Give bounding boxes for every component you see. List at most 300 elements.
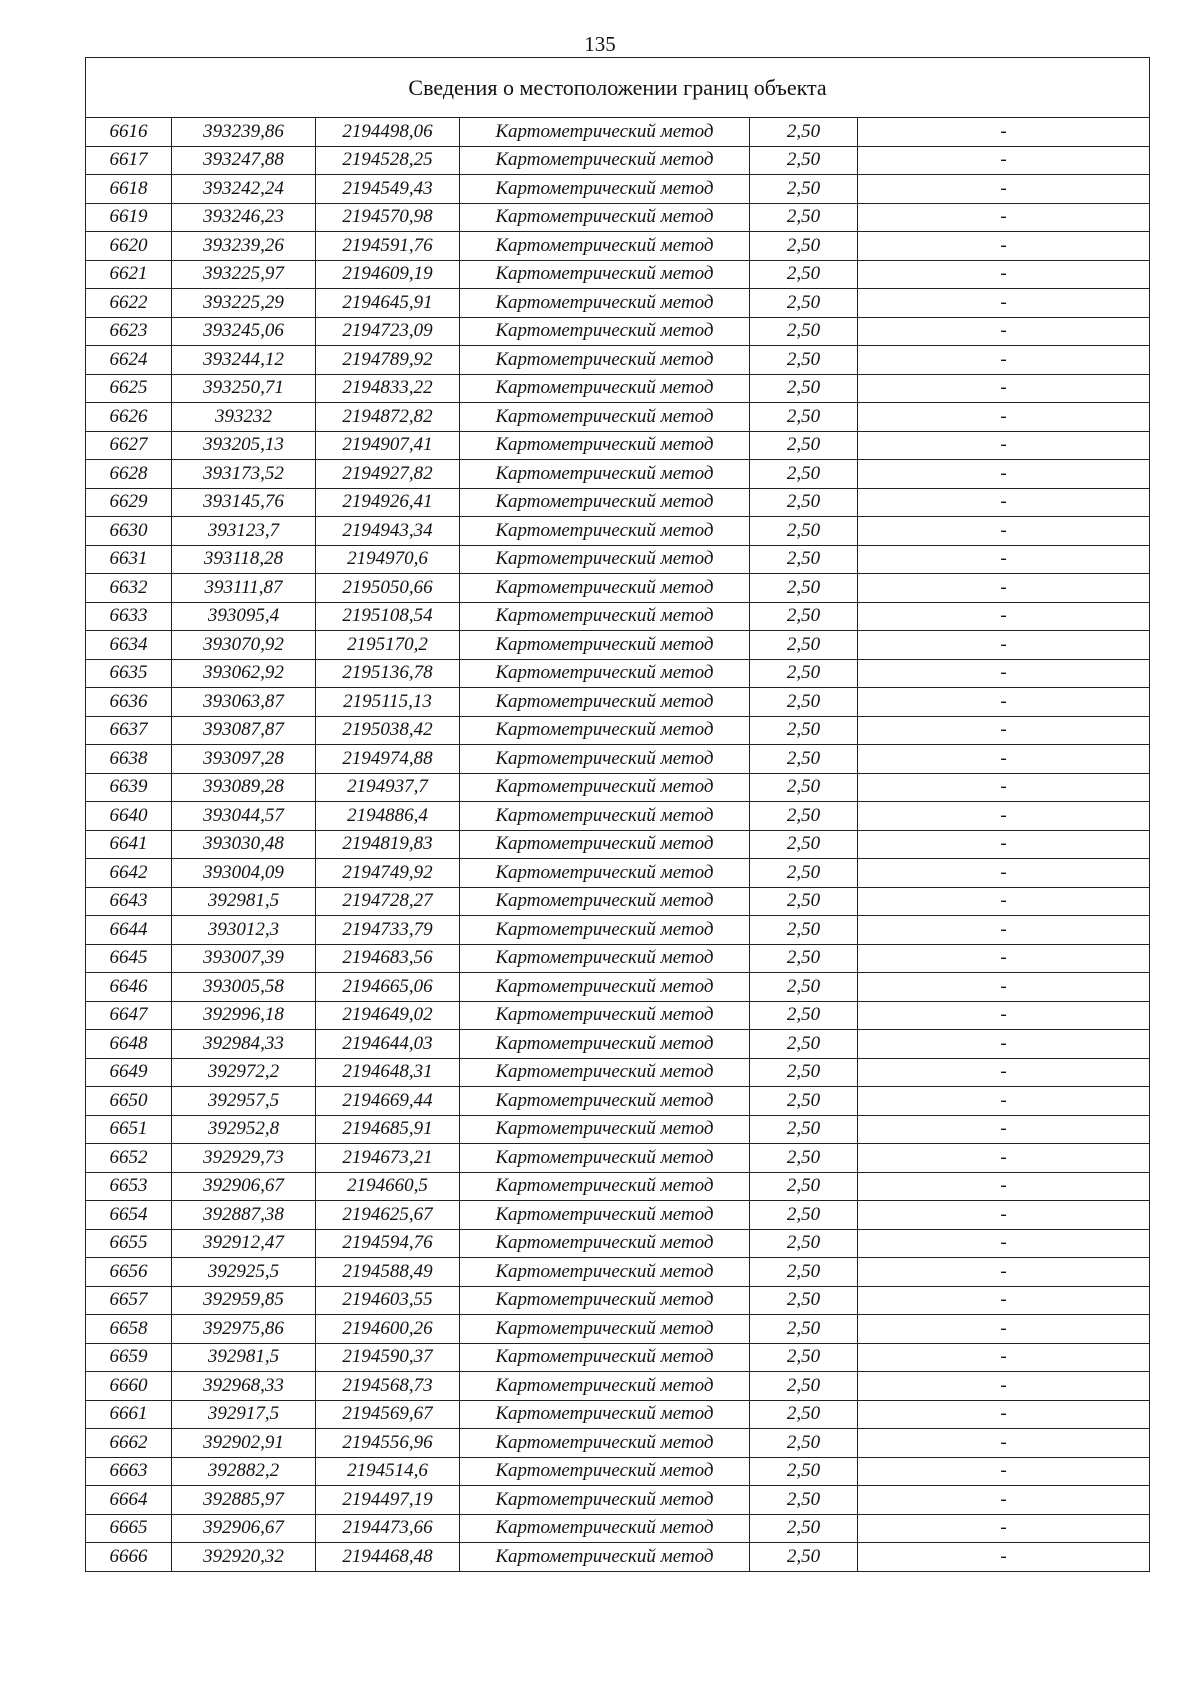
x-coordinate-cell: 393245,06	[172, 317, 316, 346]
page-number: 135	[584, 32, 616, 56]
method-cell: Картометрический метод	[460, 488, 750, 517]
accuracy-cell: 2,50	[750, 460, 858, 489]
x-coordinate-cell: 392885,97	[172, 1486, 316, 1515]
method-cell: Картометрический метод	[460, 944, 750, 973]
description-cell: -	[858, 830, 1150, 859]
accuracy-cell: 2,50	[750, 488, 858, 517]
method-cell: Картометрический метод	[460, 289, 750, 318]
point-number-cell: 6659	[86, 1343, 172, 1372]
x-coordinate-cell: 393242,24	[172, 175, 316, 204]
accuracy-cell: 2,50	[750, 1400, 858, 1429]
y-coordinate-cell: 2194660,5	[316, 1172, 460, 1201]
x-coordinate-cell: 393111,87	[172, 574, 316, 603]
method-cell: Картометрический метод	[460, 631, 750, 660]
method-cell: Картометрический метод	[460, 1315, 750, 1344]
y-coordinate-cell: 2194625,67	[316, 1201, 460, 1230]
x-coordinate-cell: 393232	[172, 403, 316, 432]
table-row	[86, 916, 1150, 945]
method-cell: Картометрический метод	[460, 175, 750, 204]
point-number-cell: 6655	[86, 1229, 172, 1258]
y-coordinate-cell: 2195115,13	[316, 688, 460, 717]
table-row	[86, 1486, 1150, 1515]
accuracy-cell: 2,50	[750, 1343, 858, 1372]
method-cell: Картометрический метод	[460, 1144, 750, 1173]
description-cell: -	[858, 1315, 1150, 1344]
y-coordinate-cell: 2194749,92	[316, 859, 460, 888]
accuracy-cell: 2,50	[750, 374, 858, 403]
accuracy-cell: 2,50	[750, 1087, 858, 1116]
method-cell: Картометрический метод	[460, 802, 750, 831]
point-number-cell: 6632	[86, 574, 172, 603]
x-coordinate-cell: 393244,12	[172, 346, 316, 375]
point-number-cell: 6640	[86, 802, 172, 831]
x-coordinate-cell: 392929,73	[172, 1144, 316, 1173]
description-cell: -	[858, 146, 1150, 175]
method-cell: Картометрический метод	[460, 1258, 750, 1287]
y-coordinate-cell: 2194514,6	[316, 1457, 460, 1486]
method-cell: Картометрический метод	[460, 346, 750, 375]
description-cell: -	[858, 1001, 1150, 1030]
y-coordinate-cell: 2194886,4	[316, 802, 460, 831]
table-row	[86, 944, 1150, 973]
point-number-cell: 6641	[86, 830, 172, 859]
y-coordinate-cell: 2194591,76	[316, 232, 460, 261]
method-cell: Картометрический метод	[460, 1058, 750, 1087]
y-coordinate-cell: 2194683,56	[316, 944, 460, 973]
table-title-row	[86, 58, 1150, 118]
table-row	[86, 1115, 1150, 1144]
accuracy-cell: 2,50	[750, 1457, 858, 1486]
y-coordinate-cell: 2194819,83	[316, 830, 460, 859]
point-number-cell: 6625	[86, 374, 172, 403]
description-cell: -	[858, 1058, 1150, 1087]
x-coordinate-cell: 392906,67	[172, 1172, 316, 1201]
description-cell: -	[858, 488, 1150, 517]
description-cell: -	[858, 574, 1150, 603]
description-cell: -	[858, 973, 1150, 1002]
point-number-cell: 6629	[86, 488, 172, 517]
x-coordinate-cell: 393012,3	[172, 916, 316, 945]
point-number-cell: 6623	[86, 317, 172, 346]
x-coordinate-cell: 393004,09	[172, 859, 316, 888]
table-row	[86, 374, 1150, 403]
y-coordinate-cell: 2194594,76	[316, 1229, 460, 1258]
accuracy-cell: 2,50	[750, 289, 858, 318]
description-cell: -	[858, 1514, 1150, 1543]
point-number-cell: 6639	[86, 773, 172, 802]
accuracy-cell: 2,50	[750, 1201, 858, 1230]
method-cell: Картометрический метод	[460, 1514, 750, 1543]
point-number-cell: 6648	[86, 1030, 172, 1059]
accuracy-cell: 2,50	[750, 973, 858, 1002]
y-coordinate-cell: 2194789,92	[316, 346, 460, 375]
method-cell: Картометрический метод	[460, 545, 750, 574]
point-number-cell: 6660	[86, 1372, 172, 1401]
x-coordinate-cell: 392959,85	[172, 1286, 316, 1315]
y-coordinate-cell: 2194468,48	[316, 1543, 460, 1572]
method-cell: Картометрический метод	[460, 317, 750, 346]
x-coordinate-cell: 393250,71	[172, 374, 316, 403]
x-coordinate-cell: 392952,8	[172, 1115, 316, 1144]
accuracy-cell: 2,50	[750, 1315, 858, 1344]
method-cell: Картометрический метод	[460, 773, 750, 802]
description-cell: -	[858, 859, 1150, 888]
x-coordinate-cell: 392972,2	[172, 1058, 316, 1087]
method-cell: Картометрический метод	[460, 1229, 750, 1258]
point-number-cell: 6635	[86, 659, 172, 688]
method-cell: Картометрический метод	[460, 1286, 750, 1315]
x-coordinate-cell: 392906,67	[172, 1514, 316, 1543]
point-number-cell: 6650	[86, 1087, 172, 1116]
description-cell: -	[858, 944, 1150, 973]
accuracy-cell: 2,50	[750, 916, 858, 945]
description-cell: -	[858, 403, 1150, 432]
table-row	[86, 631, 1150, 660]
point-number-cell: 6661	[86, 1400, 172, 1429]
method-cell: Картометрический метод	[460, 1429, 750, 1458]
x-coordinate-cell: 392981,5	[172, 887, 316, 916]
y-coordinate-cell: 2195108,54	[316, 602, 460, 631]
x-coordinate-cell: 393173,52	[172, 460, 316, 489]
table-row	[86, 1372, 1150, 1401]
point-number-cell: 6627	[86, 431, 172, 460]
y-coordinate-cell: 2194609,19	[316, 260, 460, 289]
description-cell: -	[858, 1543, 1150, 1572]
y-coordinate-cell: 2195038,42	[316, 716, 460, 745]
method-cell: Картометрический метод	[460, 973, 750, 1002]
point-number-cell: 6665	[86, 1514, 172, 1543]
table-row	[86, 175, 1150, 204]
x-coordinate-cell: 393044,57	[172, 802, 316, 831]
accuracy-cell: 2,50	[750, 1058, 858, 1087]
point-number-cell: 6636	[86, 688, 172, 717]
y-coordinate-cell: 2194733,79	[316, 916, 460, 945]
accuracy-cell: 2,50	[750, 745, 858, 774]
table-row	[86, 260, 1150, 289]
x-coordinate-cell: 392920,32	[172, 1543, 316, 1572]
y-coordinate-cell: 2194497,19	[316, 1486, 460, 1515]
y-coordinate-cell: 2194872,82	[316, 403, 460, 432]
point-number-cell: 6619	[86, 203, 172, 232]
point-number-cell: 6649	[86, 1058, 172, 1087]
table-row	[86, 973, 1150, 1002]
description-cell: -	[858, 1372, 1150, 1401]
table-row	[86, 688, 1150, 717]
y-coordinate-cell: 2194645,91	[316, 289, 460, 318]
description-cell: -	[858, 1286, 1150, 1315]
description-cell: -	[858, 317, 1150, 346]
description-cell: -	[858, 1172, 1150, 1201]
y-coordinate-cell: 2194927,82	[316, 460, 460, 489]
y-coordinate-cell: 2194673,21	[316, 1144, 460, 1173]
method-cell: Картометрический метод	[460, 1201, 750, 1230]
description-cell: -	[858, 802, 1150, 831]
table-title: Сведения о местоположении границ объекта	[86, 58, 1150, 118]
x-coordinate-cell: 393070,92	[172, 631, 316, 660]
accuracy-cell: 2,50	[750, 773, 858, 802]
method-cell: Картометрический метод	[460, 1457, 750, 1486]
table-row	[86, 317, 1150, 346]
x-coordinate-cell: 392925,5	[172, 1258, 316, 1287]
table-row	[86, 887, 1150, 916]
x-coordinate-cell: 393247,88	[172, 146, 316, 175]
x-coordinate-cell: 393030,48	[172, 830, 316, 859]
description-cell: -	[858, 517, 1150, 546]
y-coordinate-cell: 2194970,6	[316, 545, 460, 574]
y-coordinate-cell: 2194728,27	[316, 887, 460, 916]
table-row	[86, 745, 1150, 774]
point-number-cell: 6658	[86, 1315, 172, 1344]
table-row	[86, 118, 1150, 147]
table-row	[86, 1343, 1150, 1372]
description-cell: -	[858, 659, 1150, 688]
description-cell: -	[858, 1229, 1150, 1258]
accuracy-cell: 2,50	[750, 346, 858, 375]
table-row	[86, 203, 1150, 232]
description-cell: -	[858, 232, 1150, 261]
method-cell: Картометрический метод	[460, 859, 750, 888]
y-coordinate-cell: 2194648,31	[316, 1058, 460, 1087]
accuracy-cell: 2,50	[750, 1144, 858, 1173]
description-cell: -	[858, 887, 1150, 916]
point-number-cell: 6622	[86, 289, 172, 318]
x-coordinate-cell: 393087,87	[172, 716, 316, 745]
description-cell: -	[858, 602, 1150, 631]
description-cell: -	[858, 1400, 1150, 1429]
accuracy-cell: 2,50	[750, 1543, 858, 1572]
x-coordinate-cell: 393005,58	[172, 973, 316, 1002]
point-number-cell: 6644	[86, 916, 172, 945]
table-row	[86, 716, 1150, 745]
description-cell: -	[858, 745, 1150, 774]
method-cell: Картометрический метод	[460, 916, 750, 945]
accuracy-cell: 2,50	[750, 1001, 858, 1030]
table-row	[86, 830, 1150, 859]
table-row	[86, 1144, 1150, 1173]
y-coordinate-cell: 2194937,7	[316, 773, 460, 802]
accuracy-cell: 2,50	[750, 1372, 858, 1401]
x-coordinate-cell: 392981,5	[172, 1343, 316, 1372]
point-number-cell: 6621	[86, 260, 172, 289]
description-cell: -	[858, 1457, 1150, 1486]
description-cell: -	[858, 716, 1150, 745]
description-cell: -	[858, 773, 1150, 802]
description-cell: -	[858, 1030, 1150, 1059]
point-number-cell: 6657	[86, 1286, 172, 1315]
x-coordinate-cell: 393239,86	[172, 118, 316, 147]
description-cell: -	[858, 916, 1150, 945]
y-coordinate-cell: 2194590,37	[316, 1343, 460, 1372]
method-cell: Картометрический метод	[460, 118, 750, 147]
y-coordinate-cell: 2194568,73	[316, 1372, 460, 1401]
point-number-cell: 6646	[86, 973, 172, 1002]
point-number-cell: 6634	[86, 631, 172, 660]
point-number-cell: 6652	[86, 1144, 172, 1173]
table-row	[86, 1172, 1150, 1201]
accuracy-cell: 2,50	[750, 659, 858, 688]
table-row	[86, 146, 1150, 175]
point-number-cell: 6637	[86, 716, 172, 745]
accuracy-cell: 2,50	[750, 203, 858, 232]
method-cell: Картометрический метод	[460, 602, 750, 631]
y-coordinate-cell: 2194498,06	[316, 118, 460, 147]
table-row	[86, 1087, 1150, 1116]
accuracy-cell: 2,50	[750, 1286, 858, 1315]
accuracy-cell: 2,50	[750, 545, 858, 574]
y-coordinate-cell: 2194556,96	[316, 1429, 460, 1458]
accuracy-cell: 2,50	[750, 1486, 858, 1515]
method-cell: Картометрический метод	[460, 203, 750, 232]
x-coordinate-cell: 393063,87	[172, 688, 316, 717]
point-number-cell: 6617	[86, 146, 172, 175]
description-cell: -	[858, 175, 1150, 204]
description-cell: -	[858, 1087, 1150, 1116]
y-coordinate-cell: 2194649,02	[316, 1001, 460, 1030]
point-number-cell: 6654	[86, 1201, 172, 1230]
y-coordinate-cell: 2194473,66	[316, 1514, 460, 1543]
x-coordinate-cell: 392887,38	[172, 1201, 316, 1230]
y-coordinate-cell: 2194833,22	[316, 374, 460, 403]
accuracy-cell: 2,50	[750, 631, 858, 660]
y-coordinate-cell: 2194570,98	[316, 203, 460, 232]
y-coordinate-cell: 2195050,66	[316, 574, 460, 603]
point-number-cell: 6663	[86, 1457, 172, 1486]
method-cell: Картометрический метод	[460, 460, 750, 489]
method-cell: Картометрический метод	[460, 517, 750, 546]
point-number-cell: 6662	[86, 1429, 172, 1458]
table-row	[86, 289, 1150, 318]
table-row	[86, 1543, 1150, 1572]
x-coordinate-cell: 393007,39	[172, 944, 316, 973]
point-number-cell: 6630	[86, 517, 172, 546]
method-cell: Картометрический метод	[460, 688, 750, 717]
accuracy-cell: 2,50	[750, 1229, 858, 1258]
table-row	[86, 773, 1150, 802]
method-cell: Картометрический метод	[460, 716, 750, 745]
y-coordinate-cell: 2195170,2	[316, 631, 460, 660]
y-coordinate-cell: 2194974,88	[316, 745, 460, 774]
y-coordinate-cell: 2194588,49	[316, 1258, 460, 1287]
y-coordinate-cell: 2194665,06	[316, 973, 460, 1002]
description-cell: -	[858, 545, 1150, 574]
description-cell: -	[858, 203, 1150, 232]
description-cell: -	[858, 118, 1150, 147]
point-number-cell: 6664	[86, 1486, 172, 1515]
table-row	[86, 1201, 1150, 1230]
y-coordinate-cell: 2195136,78	[316, 659, 460, 688]
x-coordinate-cell: 392882,2	[172, 1457, 316, 1486]
table-row	[86, 1286, 1150, 1315]
description-cell: -	[858, 1343, 1150, 1372]
method-cell: Картометрический метод	[460, 887, 750, 916]
method-cell: Картометрический метод	[460, 745, 750, 774]
method-cell: Картометрический метод	[460, 1543, 750, 1572]
point-number-cell: 6643	[86, 887, 172, 916]
x-coordinate-cell: 393225,29	[172, 289, 316, 318]
accuracy-cell: 2,50	[750, 431, 858, 460]
x-coordinate-cell: 392996,18	[172, 1001, 316, 1030]
accuracy-cell: 2,50	[750, 602, 858, 631]
point-number-cell: 6656	[86, 1258, 172, 1287]
accuracy-cell: 2,50	[750, 802, 858, 831]
table-row	[86, 659, 1150, 688]
y-coordinate-cell: 2194603,55	[316, 1286, 460, 1315]
point-number-cell: 6633	[86, 602, 172, 631]
point-number-cell: 6616	[86, 118, 172, 147]
y-coordinate-cell: 2194943,34	[316, 517, 460, 546]
description-cell: -	[858, 374, 1150, 403]
method-cell: Картометрический метод	[460, 1030, 750, 1059]
y-coordinate-cell: 2194669,44	[316, 1087, 460, 1116]
description-cell: -	[858, 631, 1150, 660]
accuracy-cell: 2,50	[750, 1172, 858, 1201]
accuracy-cell: 2,50	[750, 859, 858, 888]
description-cell: -	[858, 1144, 1150, 1173]
table-row	[86, 1058, 1150, 1087]
accuracy-cell: 2,50	[750, 1258, 858, 1287]
accuracy-cell: 2,50	[750, 1514, 858, 1543]
table-row	[86, 403, 1150, 432]
table-row	[86, 488, 1150, 517]
method-cell: Картометрический метод	[460, 1115, 750, 1144]
table-row	[86, 1001, 1150, 1030]
table-row	[86, 1030, 1150, 1059]
point-number-cell: 6651	[86, 1115, 172, 1144]
table-row	[86, 1315, 1150, 1344]
accuracy-cell: 2,50	[750, 688, 858, 717]
table-row	[86, 1429, 1150, 1458]
x-coordinate-cell: 393145,76	[172, 488, 316, 517]
method-cell: Картометрический метод	[460, 374, 750, 403]
accuracy-cell: 2,50	[750, 830, 858, 859]
accuracy-cell: 2,50	[750, 317, 858, 346]
method-cell: Картометрический метод	[460, 1400, 750, 1429]
description-cell: -	[858, 260, 1150, 289]
description-cell: -	[858, 1201, 1150, 1230]
point-number-cell: 6626	[86, 403, 172, 432]
accuracy-cell: 2,50	[750, 175, 858, 204]
method-cell: Картометрический метод	[460, 1372, 750, 1401]
accuracy-cell: 2,50	[750, 517, 858, 546]
x-coordinate-cell: 392957,5	[172, 1087, 316, 1116]
x-coordinate-cell: 393246,23	[172, 203, 316, 232]
table-row	[86, 346, 1150, 375]
x-coordinate-cell: 393062,92	[172, 659, 316, 688]
description-cell: -	[858, 1486, 1150, 1515]
accuracy-cell: 2,50	[750, 1115, 858, 1144]
method-cell: Картометрический метод	[460, 1343, 750, 1372]
table-row	[86, 232, 1150, 261]
y-coordinate-cell: 2194528,25	[316, 146, 460, 175]
point-number-cell: 6666	[86, 1543, 172, 1572]
table-row	[86, 517, 1150, 546]
table-row	[86, 1400, 1150, 1429]
point-number-cell: 6645	[86, 944, 172, 973]
x-coordinate-cell: 393239,26	[172, 232, 316, 261]
accuracy-cell: 2,50	[750, 887, 858, 916]
y-coordinate-cell: 2194926,41	[316, 488, 460, 517]
table-row	[86, 1457, 1150, 1486]
accuracy-cell: 2,50	[750, 1429, 858, 1458]
x-coordinate-cell: 393089,28	[172, 773, 316, 802]
x-coordinate-cell: 393123,7	[172, 517, 316, 546]
y-coordinate-cell: 2194600,26	[316, 1315, 460, 1344]
x-coordinate-cell: 393118,28	[172, 545, 316, 574]
x-coordinate-cell: 392912,47	[172, 1229, 316, 1258]
point-number-cell: 6624	[86, 346, 172, 375]
method-cell: Картометрический метод	[460, 1087, 750, 1116]
description-cell: -	[858, 1258, 1150, 1287]
